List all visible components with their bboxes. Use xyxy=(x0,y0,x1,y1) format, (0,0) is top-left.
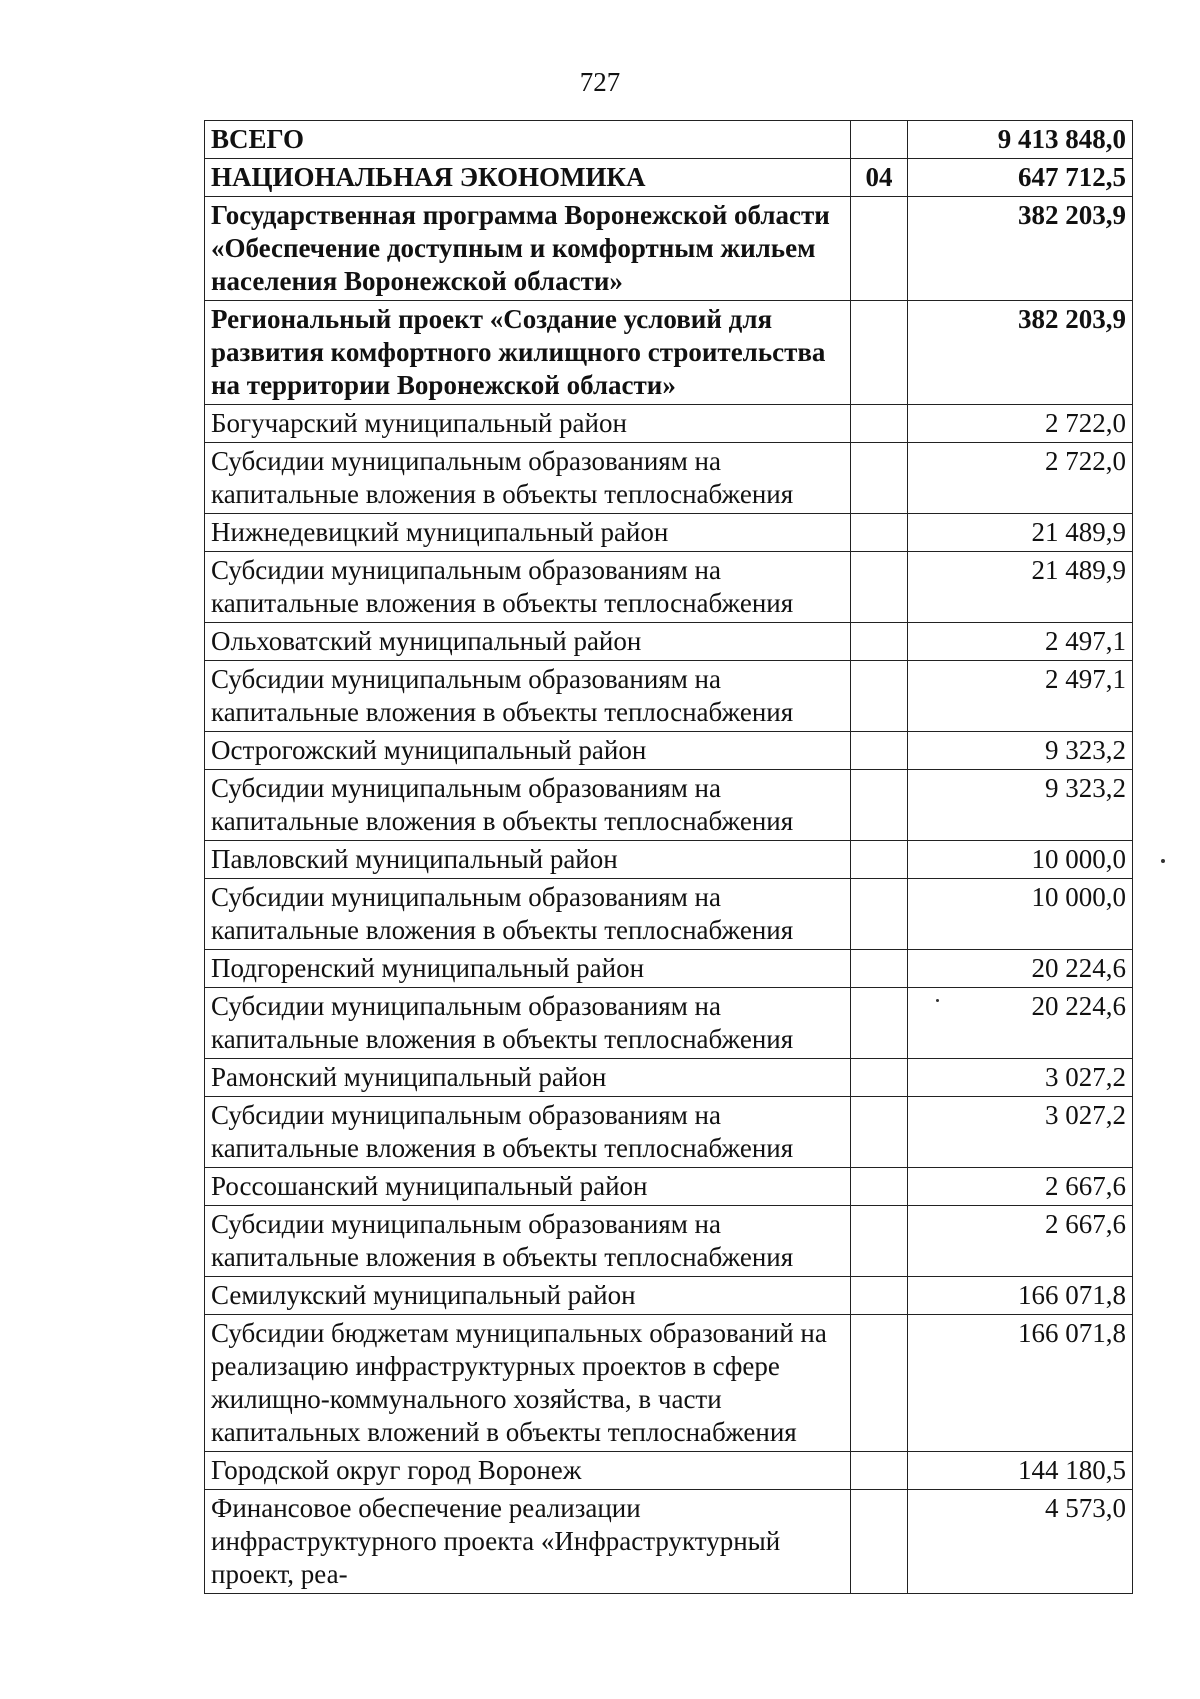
row-name-cell: Субсидии бюджетам муниципальных образований на реализацию инфраструктурных проектов в сфере жилищно-коммунального хозяйства, в части капитальных вложений в объекты теплоснабжения xyxy=(205,1315,851,1452)
row-section-code-cell xyxy=(851,732,908,770)
row-name-cell: Рамонский муниципальный район xyxy=(205,1059,851,1097)
row-amount-cell: 9 413 848,0 xyxy=(908,121,1133,159)
row-section-code-cell xyxy=(851,301,908,405)
row-name-cell: Павловский муниципальный район xyxy=(205,841,851,879)
row-section-code-cell xyxy=(851,988,908,1059)
row-name-cell: Подгоренский муниципальный район xyxy=(205,950,851,988)
row-section-code-cell xyxy=(851,1277,908,1315)
row-section-code-cell xyxy=(851,950,908,988)
row-amount-cell: 10 000,0 xyxy=(908,841,1133,879)
row-name-cell: Финансовое обеспечение реализации инфраструктурного проекта «Инфраструктурный проект, реа- xyxy=(205,1490,851,1594)
table-row xyxy=(205,879,1133,950)
table-row xyxy=(205,1277,1133,1315)
row-section-code-cell xyxy=(851,1490,908,1594)
row-section-code-cell xyxy=(851,1206,908,1277)
row-name-cell: Субсидии муниципальным образованиям на капитальные вложения в объекты теплоснабжения xyxy=(205,1097,851,1168)
row-amount-cell: 3 027,2 xyxy=(908,1059,1133,1097)
row-section-code-cell xyxy=(851,1097,908,1168)
row-amount-cell: 144 180,5 xyxy=(908,1452,1133,1490)
row-amount-cell: 382 203,9 xyxy=(908,301,1133,405)
row-section-code-cell xyxy=(851,1059,908,1097)
table-row xyxy=(205,1315,1133,1452)
table-row xyxy=(205,443,1133,514)
table-row xyxy=(205,1206,1133,1277)
table-row xyxy=(205,405,1133,443)
row-name-cell: Субсидии муниципальным образованиям на капитальные вложения в объекты теплоснабжения xyxy=(205,443,851,514)
row-amount-cell: 21 489,9 xyxy=(908,514,1133,552)
row-name-cell: Государственная программа Воронежской области «Обеспечение доступным и комфортным жильем населения Воронежской области» xyxy=(205,197,851,301)
table-row xyxy=(205,552,1133,623)
row-name-cell: Городской округ город Воронеж xyxy=(205,1452,851,1490)
table-row xyxy=(205,841,1133,879)
page-number: 727 xyxy=(579,67,621,97)
row-amount-cell: 382 203,9 xyxy=(908,197,1133,301)
row-amount-cell: 9 323,2 xyxy=(908,732,1133,770)
row-name-cell: Региональный проект «Создание условий для развития комфортного жилищного строительства на территории Воронежской области» xyxy=(205,301,851,405)
table-row xyxy=(205,988,1133,1059)
row-section-code-cell xyxy=(851,1168,908,1206)
table-row xyxy=(205,1097,1133,1168)
table-row xyxy=(205,1059,1133,1097)
row-amount-cell: 2 497,1 xyxy=(908,661,1133,732)
scan-speck xyxy=(1161,859,1165,863)
row-section-code-cell xyxy=(851,121,908,159)
row-name-cell: Россошанский муниципальный район xyxy=(205,1168,851,1206)
table-row xyxy=(205,1168,1133,1206)
row-amount-cell: 20 224,6 xyxy=(908,950,1133,988)
row-name-cell: Субсидии муниципальным образованиям на капитальные вложения в объекты теплоснабжения xyxy=(205,770,851,841)
row-name-cell: Субсидии муниципальным образованиям на капитальные вложения в объекты теплоснабжения xyxy=(205,988,851,1059)
row-section-code-cell: 04 xyxy=(851,159,908,197)
row-section-code-cell xyxy=(851,405,908,443)
row-section-code-cell xyxy=(851,1452,908,1490)
row-amount-cell: 4 573,0 xyxy=(908,1490,1133,1594)
row-section-code-cell xyxy=(851,197,908,301)
table-row xyxy=(205,950,1133,988)
row-amount-cell: 3 027,2 xyxy=(908,1097,1133,1168)
row-amount-cell: 2 667,6 xyxy=(908,1206,1133,1277)
row-name-cell: Нижнедевицкий муниципальный район xyxy=(205,514,851,552)
row-name-cell: Субсидии муниципальным образованиям на капитальные вложения в объекты теплоснабжения xyxy=(205,661,851,732)
row-section-code-cell xyxy=(851,514,908,552)
row-amount-cell: 10 000,0 xyxy=(908,879,1133,950)
table-row xyxy=(205,514,1133,552)
row-section-code-cell xyxy=(851,623,908,661)
table-row xyxy=(205,661,1133,732)
budget-table xyxy=(204,120,1133,1594)
row-amount-cell: 647 712,5 xyxy=(908,159,1133,197)
row-name-cell: Субсидии муниципальным образованиям на капитальные вложения в объекты теплоснабжения xyxy=(205,552,851,623)
row-section-code-cell xyxy=(851,879,908,950)
budget-table-body xyxy=(205,121,1133,1594)
row-name-cell: НАЦИОНАЛЬНАЯ ЭКОНОМИКА xyxy=(205,159,851,197)
row-section-code-cell xyxy=(851,1315,908,1452)
scan-speck xyxy=(936,999,939,1002)
row-amount-cell: 2 722,0 xyxy=(908,405,1133,443)
row-section-code-cell xyxy=(851,552,908,623)
table-row xyxy=(205,732,1133,770)
row-name-cell: Субсидии муниципальным образованиям на капитальные вложения в объекты теплоснабжения xyxy=(205,1206,851,1277)
row-amount-cell: 166 071,8 xyxy=(908,1315,1133,1452)
table-row xyxy=(205,770,1133,841)
row-name-cell: Семилукский муниципальный район xyxy=(205,1277,851,1315)
row-section-code-cell xyxy=(851,841,908,879)
row-name-cell: Богучарский муниципальный район xyxy=(205,405,851,443)
row-amount-cell: 2 722,0 xyxy=(908,443,1133,514)
table-row xyxy=(205,1490,1133,1594)
table-row xyxy=(205,623,1133,661)
table-row xyxy=(205,1452,1133,1490)
row-section-code-cell xyxy=(851,443,908,514)
row-amount-cell: 166 071,8 xyxy=(908,1277,1133,1315)
row-amount-cell: 21 489,9 xyxy=(908,552,1133,623)
row-name-cell: Ольховатский муниципальный район xyxy=(205,623,851,661)
row-amount-cell: 20 224,6 xyxy=(908,988,1133,1059)
row-name-cell: Субсидии муниципальным образованиям на капитальные вложения в объекты теплоснабжения xyxy=(205,879,851,950)
row-amount-cell: 2 667,6 xyxy=(908,1168,1133,1206)
row-section-code-cell xyxy=(851,661,908,732)
table-row xyxy=(205,121,1133,159)
row-amount-cell: 9 323,2 xyxy=(908,770,1133,841)
row-name-cell: ВСЕГО xyxy=(205,121,851,159)
row-section-code-cell xyxy=(851,770,908,841)
table-row xyxy=(205,159,1133,197)
table-row xyxy=(205,197,1133,301)
row-name-cell: Острогожский муниципальный район xyxy=(205,732,851,770)
table-row xyxy=(205,301,1133,405)
row-amount-cell: 2 497,1 xyxy=(908,623,1133,661)
